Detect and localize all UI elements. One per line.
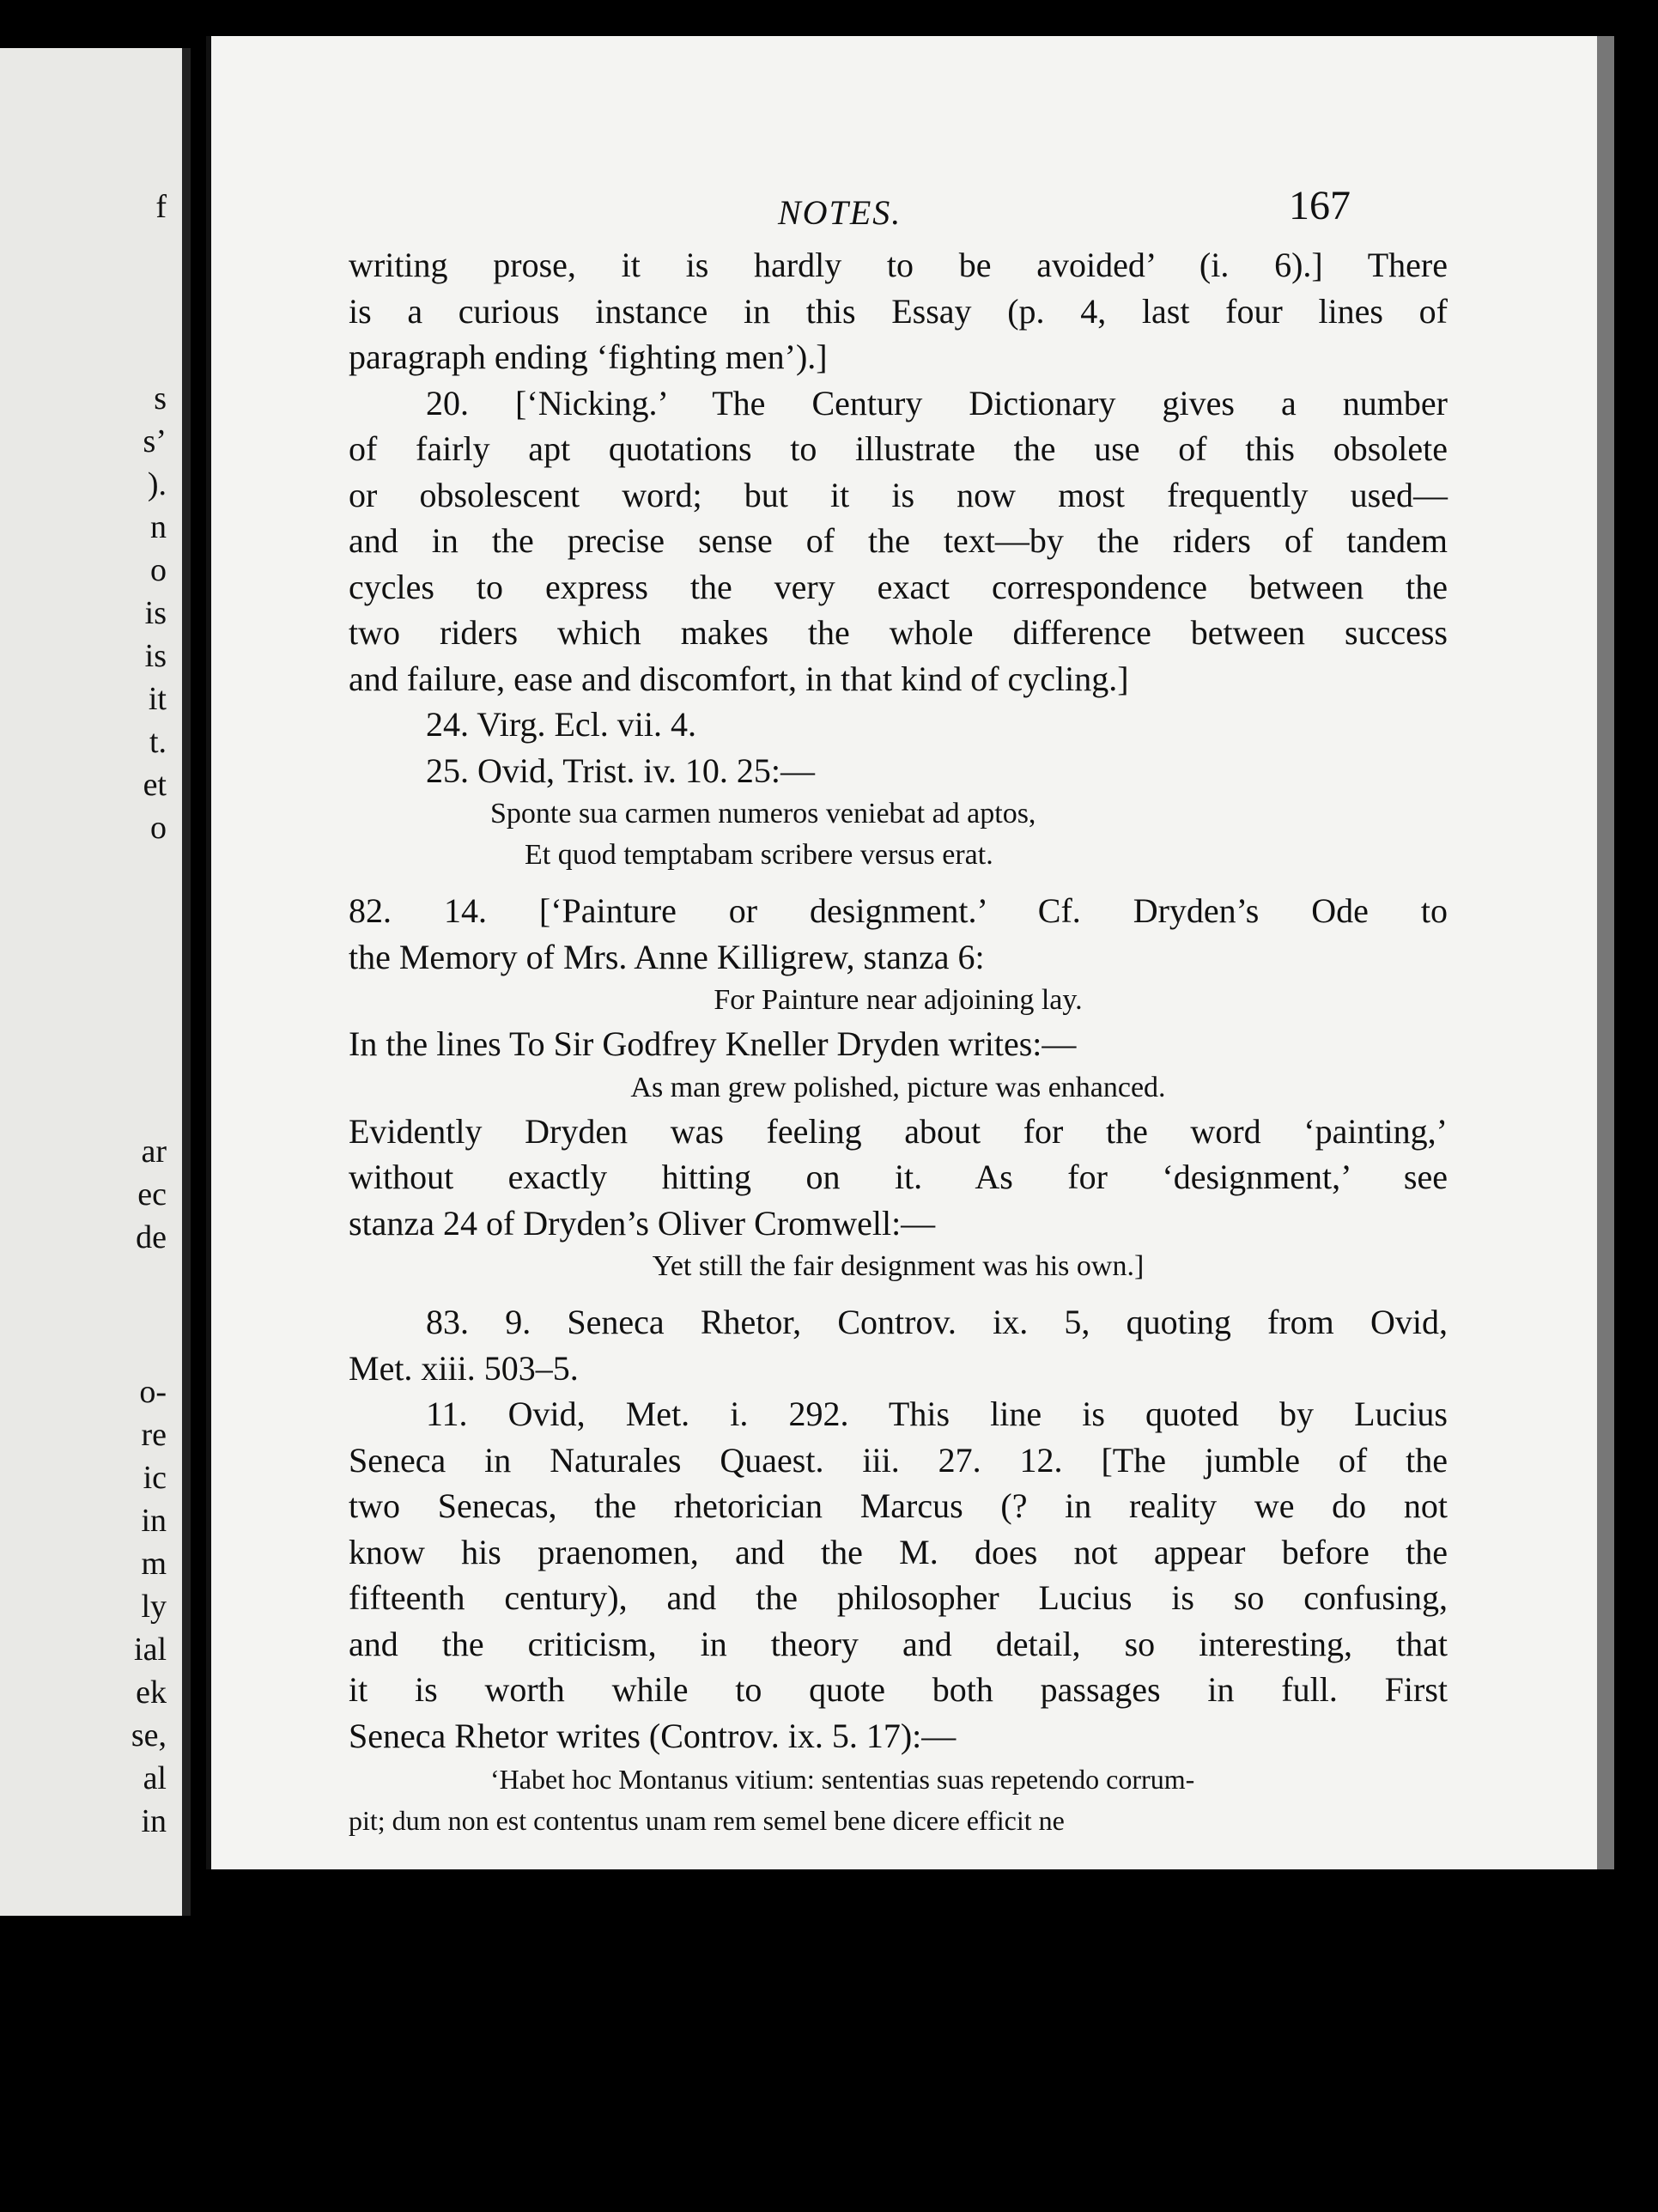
text-line: two Senecas, the rhetorician Marcus (? in reality we do not bbox=[349, 1486, 1448, 1525]
left-page-fragment: is bbox=[144, 638, 167, 674]
quoted-verse-line: Et quod temptabam scribere versus erat. bbox=[525, 839, 993, 871]
text-line: 20. [‘Nicking.’ The Century Dictionary gives a number bbox=[426, 383, 1448, 422]
text-line: 24. Virg. Ecl. vii. 4. bbox=[426, 705, 696, 744]
left-page-fragment: f bbox=[155, 189, 167, 225]
book-gutter bbox=[182, 48, 191, 1916]
text-line: of fairly apt quotations to illustrate the use of this obsolete bbox=[349, 429, 1448, 468]
page-number: 167 bbox=[1289, 183, 1351, 228]
page-edge bbox=[1597, 36, 1614, 1869]
text-line: 11. Ovid, Met. i. 292. This line is quoted by Lucius bbox=[426, 1395, 1448, 1433]
text-line: cycles to express the very exact correspondence between the bbox=[349, 567, 1448, 606]
left-page-fragment: de bbox=[136, 1219, 167, 1255]
text-line: stanza 24 of Dryden’s Oliver Cromwell:— bbox=[349, 1203, 936, 1243]
text-line: Met. xiii. 503–5. bbox=[349, 1348, 579, 1388]
text-line: 82. 14. [‘Painture or designment.’ Cf. Dryden’s Ode to bbox=[349, 891, 1448, 930]
left-page-fragment: n bbox=[150, 509, 167, 545]
left-page-fragment: ). bbox=[147, 466, 167, 502]
left-page-fragment: ial bbox=[134, 1632, 167, 1668]
text-line: the Memory of Mrs. Anne Killigrew, stanza 6: bbox=[349, 937, 985, 976]
left-page-fragment: o bbox=[150, 810, 167, 846]
text-line: know his praenomen, and the M. does not appear before the bbox=[349, 1532, 1448, 1571]
left-page-fragment: m bbox=[141, 1546, 167, 1582]
text-line: or obsolescent word; but it is now most frequently used— bbox=[349, 475, 1448, 514]
left-page-text-fragments bbox=[0, 48, 182, 1916]
text-line: writing prose, it is hardly to be avoided’ (i. 6).] There bbox=[349, 246, 1448, 284]
text-line: without exactly hitting on it. As for ‘designment,’ see bbox=[349, 1158, 1448, 1196]
quoted-verse-line: pit; dum non est contentus unam rem semel bene dicere efficit ne bbox=[349, 1805, 1065, 1836]
left-page-fragment: re bbox=[141, 1417, 167, 1453]
page-header bbox=[211, 156, 1602, 234]
left-page-fragment: ly bbox=[141, 1589, 167, 1625]
left-page-fragment: in bbox=[141, 1803, 167, 1839]
quoted-verse-line: For Painture near adjoining lay. bbox=[714, 984, 1083, 1016]
text-line: 83. 9. Seneca Rhetor, Controv. ix. 5, quoting from Ovid, bbox=[426, 1303, 1448, 1341]
text-line: and the criticism, in theory and detail, so interesting, that bbox=[349, 1624, 1448, 1663]
left-page-fragment: it bbox=[148, 681, 167, 717]
left-page-fragment: al bbox=[143, 1760, 167, 1796]
text-line: two riders which makes the whole difference between success bbox=[349, 613, 1448, 652]
right-page bbox=[206, 36, 1602, 1869]
left-page bbox=[0, 48, 191, 1916]
left-page-fragment: o bbox=[150, 552, 167, 588]
text-line: 25. Ovid, Trist. iv. 10. 25:— bbox=[426, 750, 816, 790]
text-line: Evidently Dryden was feeling about for the word ‘painting,’ bbox=[349, 1111, 1448, 1151]
running-head: NOTES. bbox=[778, 193, 902, 232]
quoted-verse-line: ‘Habet hoc Montanus vitium: sententias suas repetendo corrum- bbox=[490, 1764, 1195, 1795]
left-page-fragment: ar bbox=[141, 1133, 167, 1170]
left-page-fragment: ec bbox=[137, 1176, 167, 1212]
left-page-fragment: t. bbox=[149, 724, 167, 760]
left-page-fragment: ek bbox=[136, 1674, 167, 1711]
quoted-verse-line: As man grew polished, picture was enhanced. bbox=[630, 1071, 1166, 1103]
quoted-verse-line: Sponte sua carmen numeros veniebat ad aptos, bbox=[490, 798, 1036, 830]
paragraph-gap bbox=[349, 876, 1448, 888]
text-line: is a curious instance in this Essay (p. 4, last four lines of bbox=[349, 291, 1448, 331]
text-line: Seneca in Naturales Quaest. iii. 27. 12. [The jumble of the bbox=[349, 1440, 1448, 1480]
text-line: it is worth while to quote both passages in full. First bbox=[349, 1670, 1448, 1709]
text-line: and failure, ease and discomfort, in that kind of cycling.] bbox=[349, 659, 1129, 698]
text-line: In the lines To Sir Godfrey Kneller Dryden writes:— bbox=[349, 1024, 1077, 1063]
left-page-fragment: et bbox=[143, 767, 167, 803]
text-line: paragraph ending ‘fighting men’).] bbox=[349, 337, 828, 376]
left-page-fragment: se, bbox=[131, 1717, 167, 1753]
left-page-fragment: is bbox=[144, 595, 167, 631]
left-page-fragment: s bbox=[154, 380, 167, 416]
paragraph-gap bbox=[349, 1287, 1448, 1299]
notes-text bbox=[349, 242, 1448, 1841]
left-page-fragment: in bbox=[141, 1503, 167, 1539]
left-page-fragment: ic bbox=[143, 1460, 167, 1496]
text-line: fifteenth century), and the philosopher Lucius is so confusing, bbox=[349, 1578, 1448, 1617]
quoted-verse-line: Yet still the fair designment was his own.] bbox=[652, 1250, 1145, 1282]
left-page-fragment: o- bbox=[139, 1374, 167, 1410]
text-line: Seneca Rhetor writes (Controv. ix. 5. 17):— bbox=[349, 1716, 957, 1755]
left-page-fragment: s’ bbox=[143, 423, 167, 459]
text-line: and in the precise sense of the text—by the riders of tandem bbox=[349, 521, 1448, 560]
